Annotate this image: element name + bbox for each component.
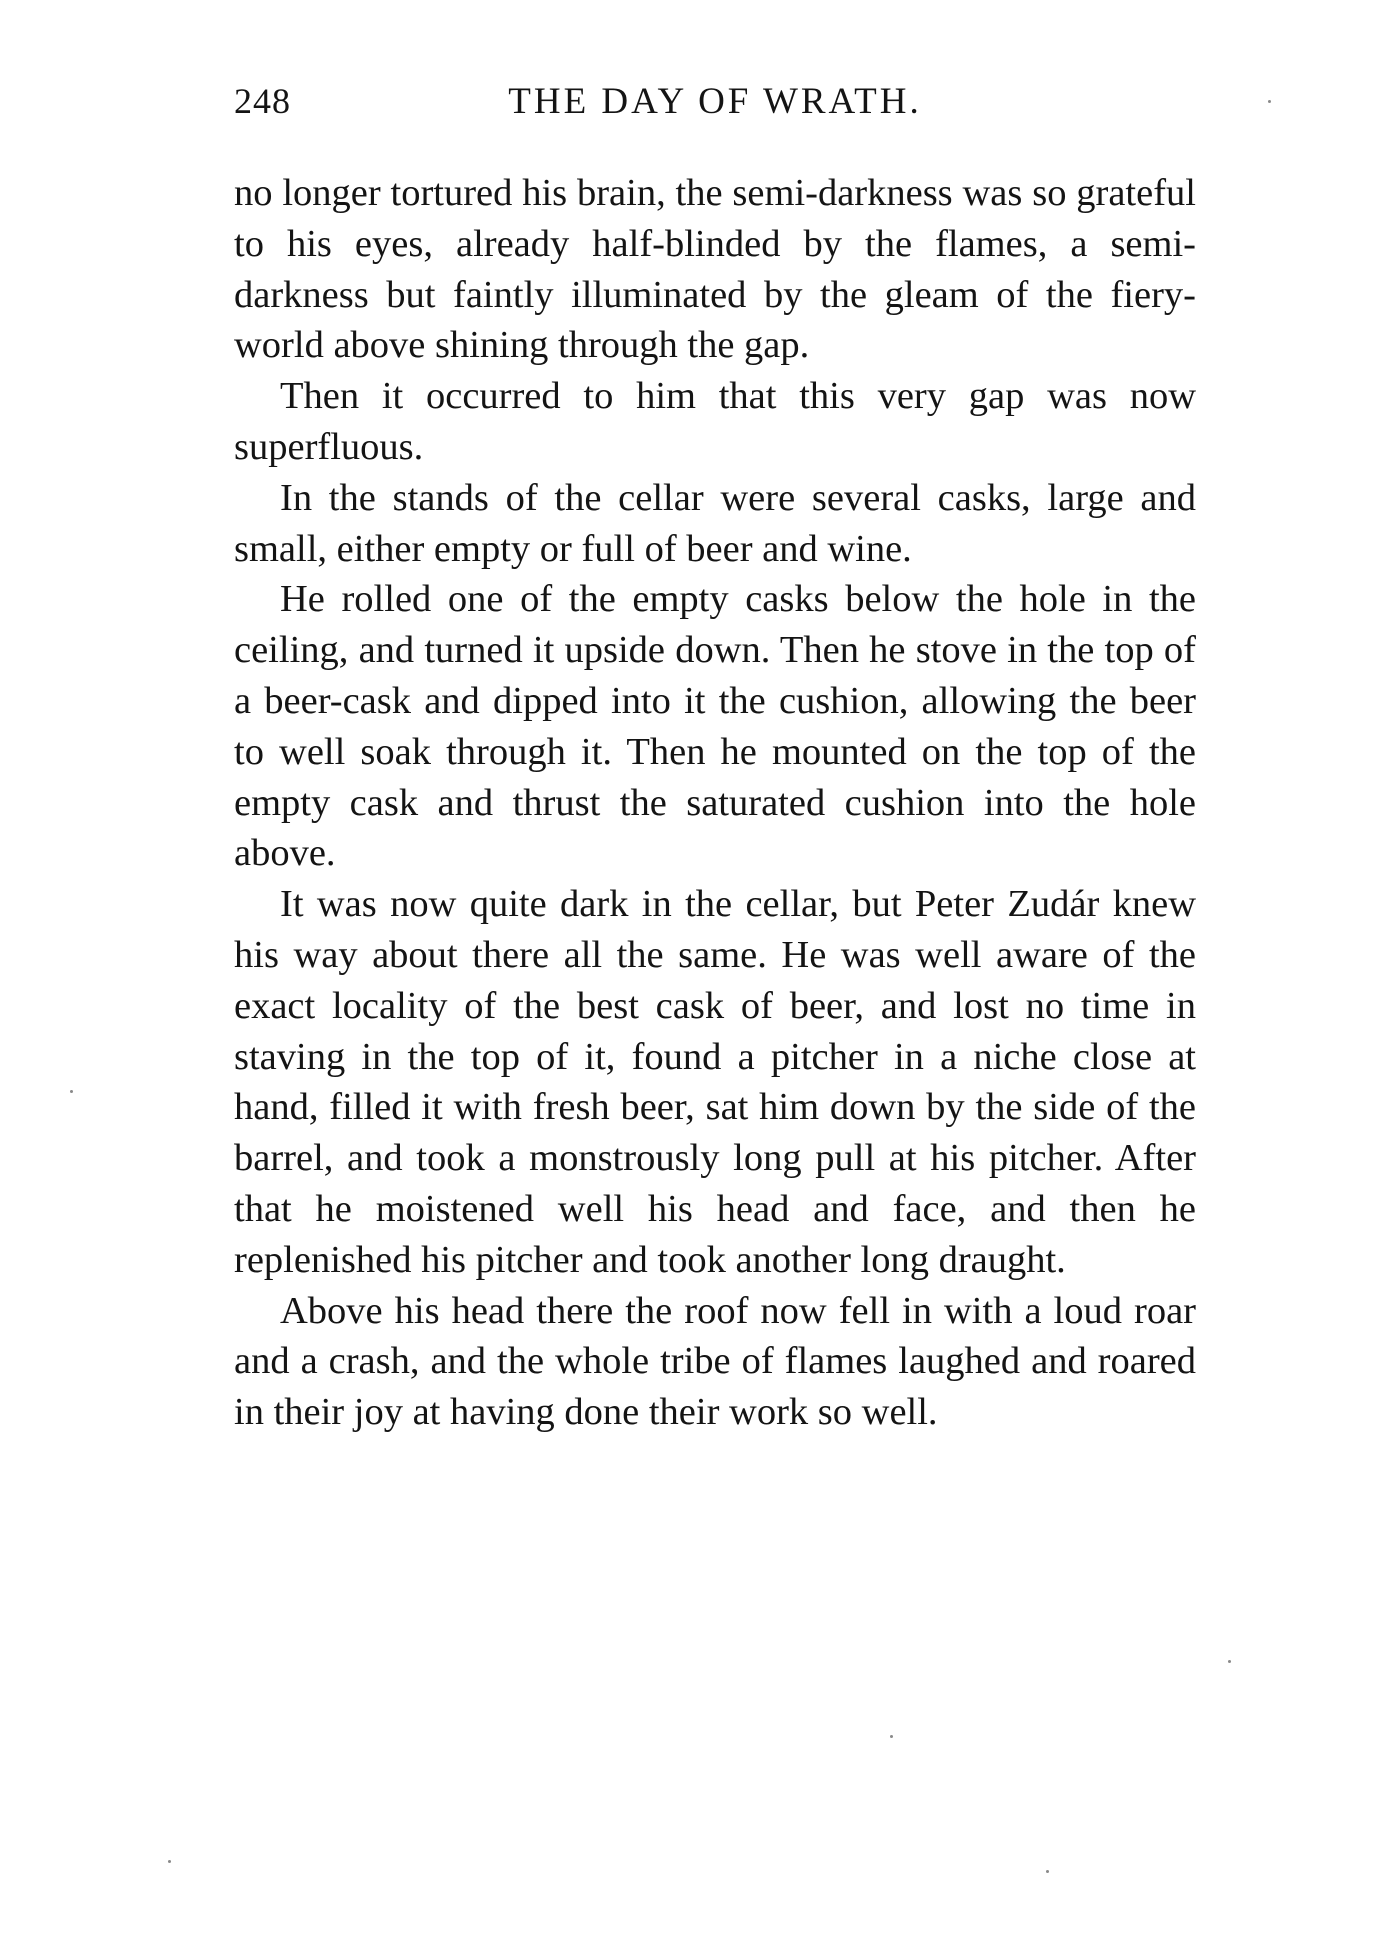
paragraph-5: It was now quite dark in the cellar, but Peter Zudár knew his way about there all the same. He was well aware of the exact locality of the best cask of beer, and lost no time in staving in the top of it, found a pitcher in a niche close at hand, filled it with fresh beer, sat him down by the side of the barrel, and took a monstrously long pull at his pitcher. After that he moistened well his head and face, and then he replenished his pitcher and took another long draught. (234, 883, 1196, 1281)
speck (70, 1090, 73, 1093)
speck (890, 1735, 893, 1738)
speck (1268, 100, 1271, 103)
page-number: 248 (234, 81, 291, 121)
paragraph-3: In the stands of the cellar were several casks, large and small, either empty or full of beer and wine. (234, 476, 1196, 570)
running-title: THE DAY OF WRATH. (508, 81, 922, 122)
speck (168, 1860, 171, 1863)
paragraph-2: Then it occurred to him that this very gap was now superfluous. (234, 375, 1196, 468)
speck (1228, 1660, 1231, 1663)
paragraph-1: no longer tortured his brain, the semi-darkness was so grateful to his eyes, already half-blinded by the flames, a semi-darkness but faintly illuminated by the gleam of the fiery-world above shining through the gap. (234, 172, 1196, 367)
body-text (234, 168, 1196, 1438)
paragraph-4: He rolled one of the empty casks below the hole in the ceiling, and turned it upside down. Then he stove in the top of a beer-cask and dipped into it the cushion, allowing the beer to well soak through it. Then he mounted on the top of the empty cask and thrust the saturated cushion into the hole above. (234, 578, 1196, 875)
paragraph-6: Above his head there the roof now fell in with a loud roar and a crash, and the whole tribe of flames laughed and roared in their joy at having done their work so well. (234, 1289, 1196, 1434)
speck (1046, 1870, 1049, 1873)
running-head (234, 80, 1196, 140)
